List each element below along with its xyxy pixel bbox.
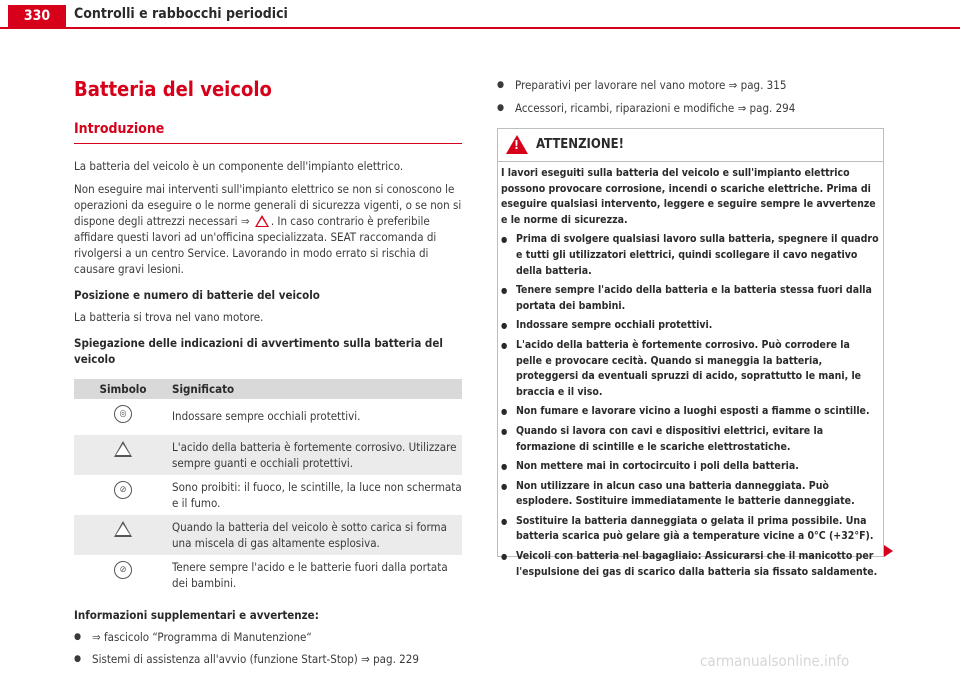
watermark: carmanualsonline.info bbox=[700, 652, 850, 670]
page-header bbox=[0, 0, 960, 30]
intro-paragraph-2 bbox=[74, 181, 462, 277]
warning-triangle-icon bbox=[506, 135, 528, 154]
list-item bbox=[497, 100, 882, 116]
list-item bbox=[497, 77, 882, 93]
list-item bbox=[74, 629, 462, 645]
page-title: Batteria del veicolo bbox=[74, 77, 272, 101]
keep-away-children-icon: ⊘ bbox=[114, 561, 132, 579]
warning-intro: I lavori eseguiti sulla batteria del veicolo e sull'impianto elettrico possono provocare corrosione, incendi o scariche elettriche. Prima di eseguire qualsiasi intervento, leggere e seguire sempre le avvertenze e le norme di sicurezza. bbox=[501, 167, 876, 226]
warning-item: ● Non mettere mai in cortocircuito i poli della batteria. bbox=[501, 459, 879, 475]
table-row bbox=[74, 555, 462, 595]
warning-item: ● Prima di svolgere qualsiasi lavoro sulla batteria, spegnere il quadro e tutti gli utilizzatori elettrici, quindi scollegare il cavo negativo della batteria. bbox=[501, 232, 879, 279]
position-heading: Posizione e numero di batterie del veicolo bbox=[74, 288, 320, 302]
warning-item: ● L'acido della batteria è fortemente corrosivo. Può corrodere la pelle e provocare cecità. Quando si maneggia la batteria, proteggersi da eventuali spruzzi di acido, soprattutto le mani, le braccia e il viso. bbox=[501, 338, 879, 400]
table-cell-meaning: Indossare sempre occhiali protettivi. bbox=[172, 409, 361, 423]
warning-item: ● Indossare sempre occhiali protettivi. bbox=[501, 318, 879, 334]
explosive-gas-icon bbox=[114, 521, 132, 537]
intro-text-a: Non eseguire mai interventi sull'impianto elettrico se non si conoscono le operazioni da eseguire o le norme generali di sicurezza vigenti, o se non si dispone degli attrezzi necessari bbox=[74, 182, 462, 228]
list-item-text: fascicolo “Programma di Manutenzione“ bbox=[103, 630, 312, 644]
table-cell-meaning: Tenere sempre l'acido e le batterie fuori dalla portata dei bambini. bbox=[172, 560, 448, 590]
table-cell-meaning: L'acido della batteria è fortemente corrosivo. Utilizzare sempre guanti e occhiali protettivi. bbox=[172, 435, 462, 475]
page-ref-link[interactable]: ⇒ pag. 294 bbox=[737, 101, 796, 115]
page-ref-link[interactable]: ⇒ pag. 229 bbox=[361, 652, 419, 666]
table-cell-meaning: Sono proibiti: il fuoco, le scintille, la luce non schermata e il fumo. bbox=[172, 480, 462, 510]
col-meaning-header: Significato bbox=[172, 379, 462, 399]
table-header-row bbox=[74, 379, 462, 399]
section-title: Introduzione bbox=[74, 120, 462, 144]
warning-box bbox=[497, 128, 884, 578]
intro-paragraph-1: La batteria del veicolo è un componente dell'impianto elettrico. bbox=[74, 159, 404, 173]
warning-item: ● Veicoli con batteria nel bagagliaio: Assicurarsi che il manicotto per l'espulsione dei gas di scarico dalla batteria sia fissato saldamente. bbox=[501, 549, 879, 580]
warning-item: ● Non utilizzare in alcun caso una batteria danneggiata. Può esplodere. Sostituire immediatamente le batterie danneggiate. bbox=[501, 479, 879, 510]
warning-box-header bbox=[498, 129, 883, 162]
arrow-icon: ⇒ bbox=[92, 630, 101, 644]
right-column bbox=[497, 77, 882, 116]
intro-text-b: . In caso contrario è preferibile affidare questi lavori ad un'officina specializzata. SEAT raccomanda di rivolgersi a un centro Service. Lavorando in modo errato si rischia di causare gravi lesioni. bbox=[74, 214, 437, 276]
table-row bbox=[74, 515, 462, 555]
position-text: La batteria si trova nel vano motore. bbox=[74, 310, 264, 324]
table-cell-meaning: Quando la batteria del veicolo è sotto carica si forma una miscela di gas altamente esplosiva. bbox=[172, 515, 462, 555]
page-number: 330 bbox=[8, 5, 66, 27]
col-symbol-header: Simbolo bbox=[74, 379, 172, 399]
goggles-icon: ◎ bbox=[114, 405, 132, 423]
warning-item: ● Sostituire la batteria danneggiata o gelata il prima possibile. Una batteria scarica può gelare già a temperature vicine a 0°C (+32°F). bbox=[501, 514, 879, 545]
list-item bbox=[74, 651, 462, 667]
warning-item: ● Tenere sempre l'acido della batteria e la batteria stessa fuori dalla portata dei bambini. bbox=[501, 283, 879, 314]
acid-warning-icon bbox=[114, 441, 132, 457]
chapter-title: Controlli e rabbocchi periodici bbox=[74, 6, 288, 22]
table-row bbox=[74, 475, 462, 515]
warning-item: ● Quando si lavora con cavi e dispositivi elettrici, evitare la formazione di scintille e le scariche elettrostatiche. bbox=[501, 424, 879, 455]
list-item-text: Preparativi per lavorare nel vano motore bbox=[515, 78, 726, 92]
table-row bbox=[74, 399, 462, 435]
warning-icon bbox=[255, 215, 269, 227]
warning-box-body bbox=[498, 162, 883, 580]
next-page-arrow-icon[interactable] bbox=[884, 545, 893, 557]
arrow-icon: ⇒ bbox=[240, 214, 250, 228]
table-row bbox=[74, 435, 462, 475]
warning-item: ● Non fumare e lavorare vicino a luoghi esposti a fiamme o scintille. bbox=[501, 404, 879, 420]
header-rule bbox=[0, 27, 960, 29]
symbol-table bbox=[74, 379, 462, 595]
warning-box-title: ATTENZIONE! bbox=[536, 137, 624, 152]
warnings-heading: Spiegazione delle indicazioni di avvertimento sulla batteria del veicolo bbox=[74, 336, 443, 366]
list-item-text: Accessori, ricambi, riparazioni e modifiche bbox=[515, 101, 735, 115]
list-item-text: Sistemi di assistenza all'avvio (funzione Start-Stop) bbox=[92, 652, 358, 666]
no-fire-icon: ⊘ bbox=[114, 481, 132, 499]
left-column bbox=[74, 76, 462, 667]
supplementary-heading: Informazioni supplementari e avvertenze: bbox=[74, 608, 319, 622]
page-ref-link[interactable]: ⇒ pag. 315 bbox=[728, 78, 787, 92]
